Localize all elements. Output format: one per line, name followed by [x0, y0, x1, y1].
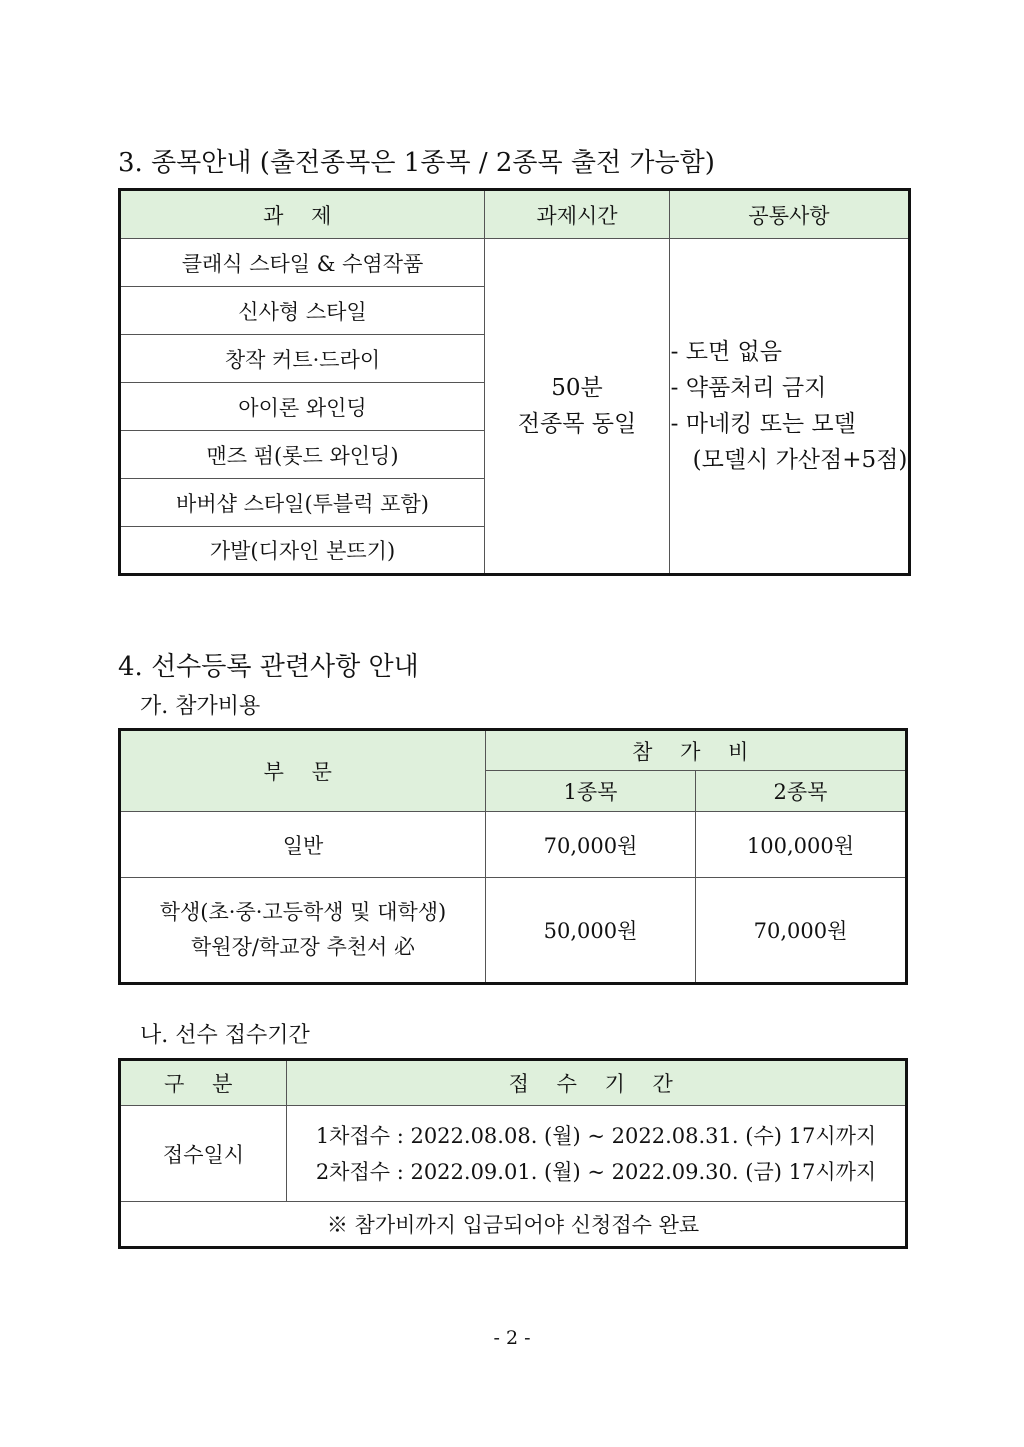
category-line: 학원장/학교장 추천서 必 [191, 935, 415, 959]
page-number: - 2 - [493, 1327, 531, 1349]
fee-one-cell: 50,000원 [486, 878, 696, 984]
fee-two-cell: 100,000원 [696, 812, 907, 878]
common-note: - 마네킹 또는 모델 [670, 411, 856, 437]
fee-table [118, 728, 908, 985]
event-cell: 클래식 스타일 & 수염작품 [120, 239, 485, 287]
event-cell: 맨즈 펌(롯드 와인딩) [120, 431, 485, 479]
event-cell: 아이론 와인딩 [120, 383, 485, 431]
category-cell: 일반 [120, 812, 486, 878]
fee-two-cell: 70,000원 [696, 878, 907, 984]
header-task: 과 제 [120, 190, 485, 239]
section3-heading: 3. 종목안내 (출전종목은 1종목 / 2종목 출전 가능함) [118, 148, 715, 178]
common-note: - 도면 없음 [670, 339, 782, 365]
header-period: 접 수 기 간 [287, 1060, 907, 1106]
period-label: 접수일시 [120, 1106, 287, 1202]
events-table [118, 188, 911, 576]
event-cell: 바버샵 스타일(투블럭 포함) [120, 479, 485, 527]
fee-one-cell: 70,000원 [486, 812, 696, 878]
common-note: (모델시 가산점+5점) [692, 447, 908, 473]
common-note: - 약품처리 금지 [670, 375, 827, 401]
round2-dates: 2차접수 : 2022.09.01. (월) ~ 2022.09.30. (금) 17시까지 [315, 1159, 877, 1184]
header-category: 부 문 [120, 730, 486, 812]
period-subheading: 나. 선수 접수기간 [140, 1023, 310, 1048]
common-cell [670, 239, 910, 575]
header-one-event: 1종목 [486, 771, 696, 812]
category-line: 학생(초·중·고등학생 및 대학생) [159, 900, 447, 924]
event-cell: 가발(디자인 본뜨기) [120, 527, 485, 575]
section4-heading: 4. 선수등록 관련사항 안내 [118, 652, 419, 682]
time-note: 전종목 동일 [517, 411, 637, 437]
header-time: 과제시간 [485, 190, 670, 239]
time-value: 50분 [551, 375, 603, 401]
period-note: ※ 참가비까지 입금되어야 신청접수 완료 [120, 1202, 907, 1248]
period-table [118, 1058, 908, 1249]
period-dates-cell [287, 1106, 907, 1202]
header-two-events: 2종목 [696, 771, 907, 812]
event-cell: 신사형 스타일 [120, 287, 485, 335]
header-fee: 참 가 비 [486, 730, 907, 771]
round1-dates: 1차접수 : 2022.08.08. (월) ~ 2022.08.31. (수) 17시까지 [315, 1123, 877, 1148]
time-cell [485, 239, 670, 575]
fee-subheading: 가. 참가비용 [140, 694, 261, 719]
header-common: 공통사항 [670, 190, 910, 239]
category-cell [120, 878, 486, 984]
header-type: 구 분 [120, 1060, 287, 1106]
event-cell: 창작 커트·드라이 [120, 335, 485, 383]
